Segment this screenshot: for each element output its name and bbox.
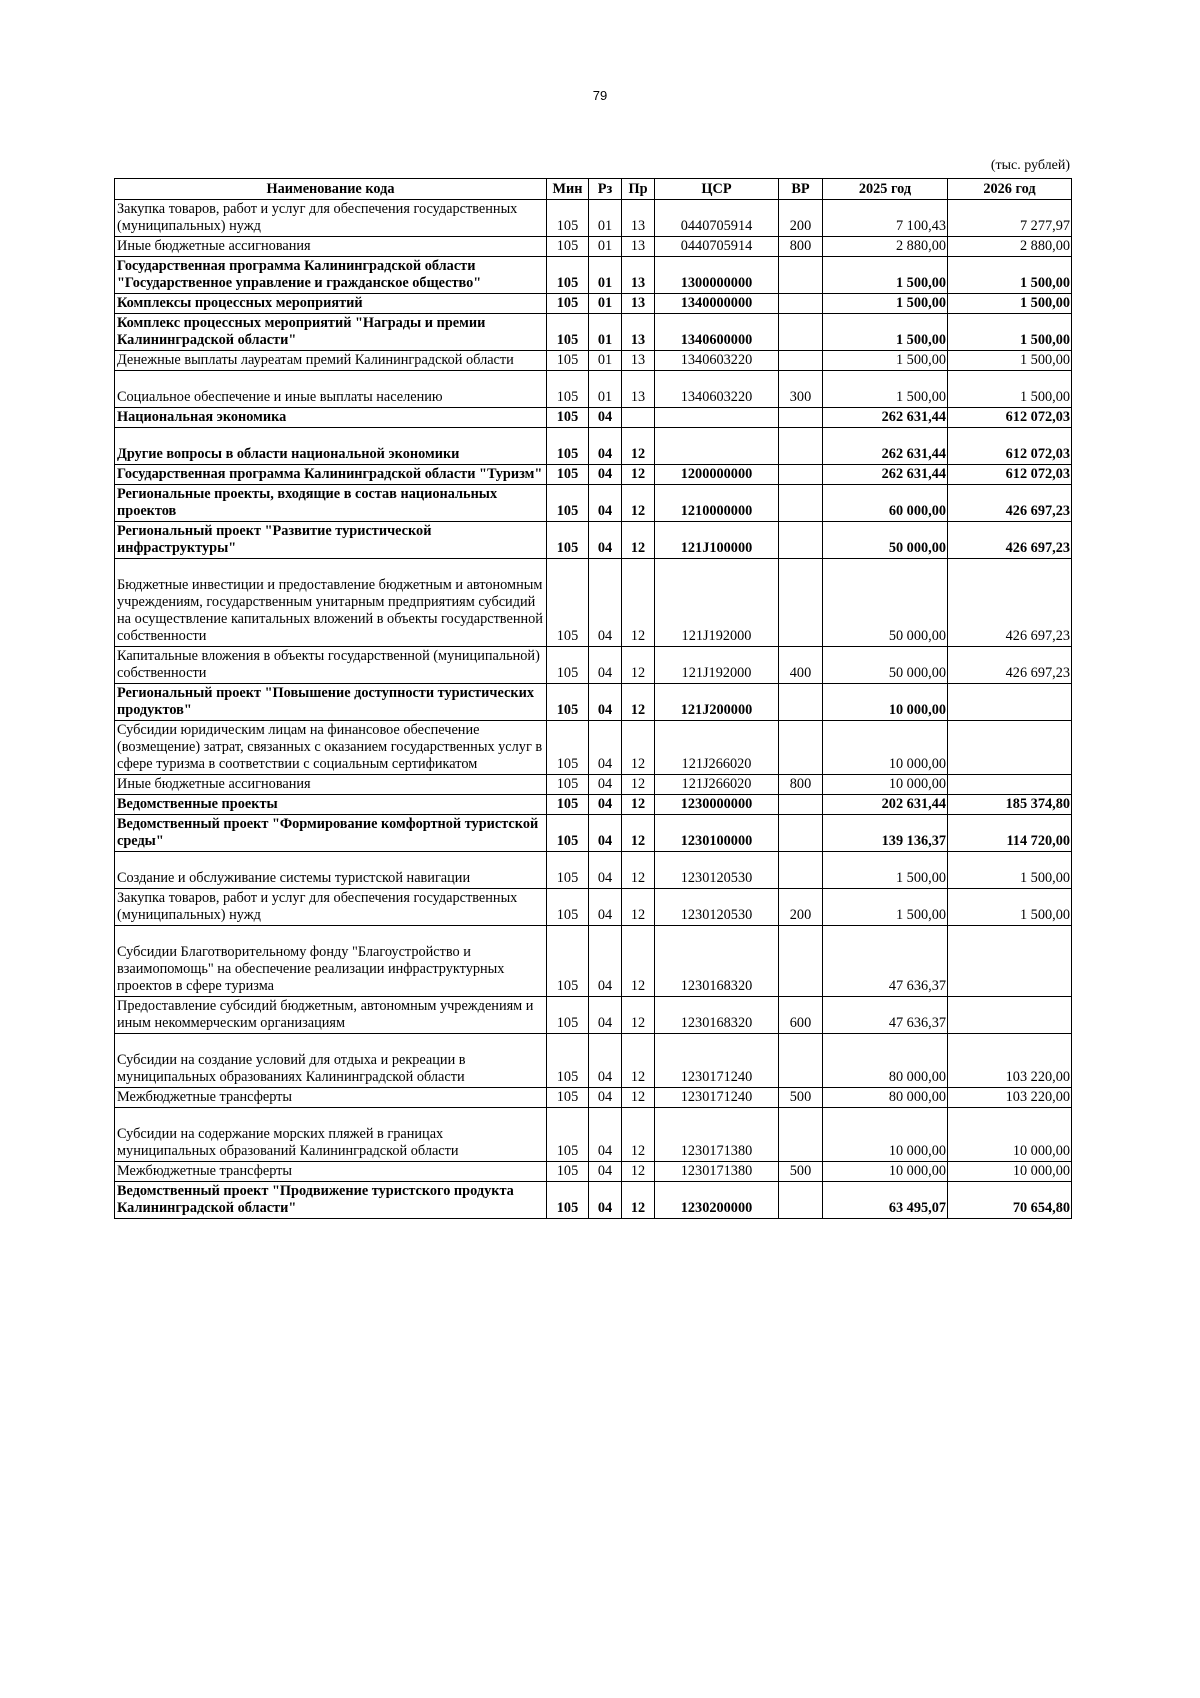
cell-rz: 04 <box>589 1088 622 1108</box>
cell-name: Межбюджетные трансферты <box>115 1088 547 1108</box>
cell-pr: 12 <box>622 1162 655 1182</box>
cell-pr: 12 <box>622 1034 655 1088</box>
cell-2026: 426 697,23 <box>948 647 1072 684</box>
cell-min: 105 <box>547 485 589 522</box>
cell-2026: 103 220,00 <box>948 1088 1072 1108</box>
cell-name: Государственная программа Калининградской области "Туризм" <box>115 465 547 485</box>
units-label: (тыс. рублей) <box>990 158 1070 173</box>
cell-vr: 800 <box>779 775 823 795</box>
cell-csr: 1340000000 <box>655 294 779 314</box>
cell-rz: 01 <box>589 200 622 237</box>
cell-2025: 10 000,00 <box>823 775 948 795</box>
budget-table <box>114 178 1072 1219</box>
cell-rz: 04 <box>589 559 622 647</box>
cell-2025: 47 636,37 <box>823 997 948 1034</box>
cell-min: 105 <box>547 721 589 775</box>
cell-vr <box>779 926 823 997</box>
cell-csr: 1230000000 <box>655 795 779 815</box>
cell-rz: 04 <box>589 721 622 775</box>
cell-2026: 426 697,23 <box>948 559 1072 647</box>
cell-2026: 7 277,97 <box>948 200 1072 237</box>
table-row <box>115 795 1072 815</box>
cell-2025: 10 000,00 <box>823 1162 948 1182</box>
cell-pr: 12 <box>622 559 655 647</box>
cell-name: Предоставление субсидий бюджетным, автономным учреждениям и иным некоммерческим организациям <box>115 997 547 1034</box>
cell-pr: 12 <box>622 815 655 852</box>
cell-rz: 04 <box>589 775 622 795</box>
cell-csr: 1230200000 <box>655 1182 779 1219</box>
table-row <box>115 371 1072 408</box>
cell-2026: 114 720,00 <box>948 815 1072 852</box>
cell-pr: 12 <box>622 775 655 795</box>
cell-pr: 12 <box>622 795 655 815</box>
cell-rz: 01 <box>589 314 622 351</box>
cell-name: Денежные выплаты лауреатам премий Калининградской области <box>115 351 547 371</box>
cell-2025: 50 000,00 <box>823 559 948 647</box>
table-row <box>115 237 1072 257</box>
cell-vr <box>779 684 823 721</box>
cell-vr <box>779 795 823 815</box>
cell-2025: 1 500,00 <box>823 351 948 371</box>
cell-csr: 1340600000 <box>655 314 779 351</box>
cell-rz: 01 <box>589 294 622 314</box>
cell-name: Иные бюджетные ассигнования <box>115 775 547 795</box>
table-row <box>115 408 1072 428</box>
cell-2025: 80 000,00 <box>823 1034 948 1088</box>
cell-name: Ведомственный проект "Продвижение туристского продукта Калининградской области" <box>115 1182 547 1219</box>
table-row <box>115 997 1072 1034</box>
cell-name: Региональные проекты, входящие в состав национальных проектов <box>115 485 547 522</box>
cell-csr: 1230171240 <box>655 1088 779 1108</box>
cell-2026: 1 500,00 <box>948 351 1072 371</box>
cell-2025: 80 000,00 <box>823 1088 948 1108</box>
cell-vr <box>779 721 823 775</box>
cell-pr: 12 <box>622 684 655 721</box>
cell-vr: 600 <box>779 997 823 1034</box>
page-number: 79 <box>592 88 608 103</box>
cell-2025: 1 500,00 <box>823 314 948 351</box>
cell-2026 <box>948 997 1072 1034</box>
cell-vr <box>779 257 823 294</box>
cell-rz: 04 <box>589 997 622 1034</box>
cell-rz: 01 <box>589 257 622 294</box>
cell-vr: 500 <box>779 1162 823 1182</box>
cell-vr <box>779 351 823 371</box>
cell-min: 105 <box>547 1088 589 1108</box>
cell-name: Комплекс процессных мероприятий "Награды и премии Калининградской области" <box>115 314 547 351</box>
cell-2026: 10 000,00 <box>948 1162 1072 1182</box>
cell-name: Региональный проект "Повышение доступности туристических продуктов" <box>115 684 547 721</box>
cell-2025: 50 000,00 <box>823 522 948 559</box>
cell-2026: 103 220,00 <box>948 1034 1072 1088</box>
cell-rz: 04 <box>589 684 622 721</box>
cell-pr: 12 <box>622 647 655 684</box>
cell-2025: 262 631,44 <box>823 408 948 428</box>
cell-2025: 47 636,37 <box>823 926 948 997</box>
cell-csr: 1230168320 <box>655 997 779 1034</box>
table-row <box>115 351 1072 371</box>
cell-2025: 7 100,43 <box>823 200 948 237</box>
table-row <box>115 852 1072 889</box>
cell-2026 <box>948 775 1072 795</box>
cell-2026: 1 500,00 <box>948 889 1072 926</box>
cell-rz: 04 <box>589 889 622 926</box>
cell-vr: 200 <box>779 889 823 926</box>
table-row <box>115 522 1072 559</box>
cell-2026 <box>948 684 1072 721</box>
cell-vr <box>779 815 823 852</box>
cell-vr: 200 <box>779 200 823 237</box>
table-row <box>115 257 1072 294</box>
cell-vr: 500 <box>779 1088 823 1108</box>
cell-2025: 202 631,44 <box>823 795 948 815</box>
header-2026: 2026 год <box>948 179 1072 200</box>
cell-rz: 04 <box>589 408 622 428</box>
cell-2026: 612 072,03 <box>948 465 1072 485</box>
table-row <box>115 1108 1072 1162</box>
cell-2025: 2 880,00 <box>823 237 948 257</box>
cell-min: 105 <box>547 1108 589 1162</box>
cell-csr: 0440705914 <box>655 237 779 257</box>
cell-rz: 04 <box>589 795 622 815</box>
cell-csr <box>655 428 779 465</box>
cell-2025: 262 631,44 <box>823 428 948 465</box>
table-row <box>115 647 1072 684</box>
cell-rz: 04 <box>589 428 622 465</box>
cell-pr: 12 <box>622 485 655 522</box>
cell-name: Ведомственные проекты <box>115 795 547 815</box>
cell-2025: 60 000,00 <box>823 485 948 522</box>
cell-2025: 50 000,00 <box>823 647 948 684</box>
table-row <box>115 684 1072 721</box>
cell-vr <box>779 465 823 485</box>
cell-csr: 121J192000 <box>655 647 779 684</box>
cell-name: Комплексы процессных мероприятий <box>115 294 547 314</box>
cell-2025: 1 500,00 <box>823 852 948 889</box>
cell-pr: 12 <box>622 465 655 485</box>
cell-min: 105 <box>547 237 589 257</box>
cell-2026: 1 500,00 <box>948 294 1072 314</box>
cell-2025: 139 136,37 <box>823 815 948 852</box>
table-body <box>115 200 1072 1219</box>
cell-pr: 12 <box>622 997 655 1034</box>
cell-vr: 400 <box>779 647 823 684</box>
header-2025: 2025 год <box>823 179 948 200</box>
header-min: Мин <box>547 179 589 200</box>
cell-min: 105 <box>547 408 589 428</box>
cell-pr <box>622 408 655 428</box>
cell-2025: 1 500,00 <box>823 889 948 926</box>
cell-name: Субсидии на создание условий для отдыха и рекреации в муниципальных образованиях Калининградской области <box>115 1034 547 1088</box>
cell-vr <box>779 1182 823 1219</box>
cell-vr <box>779 522 823 559</box>
table-row <box>115 889 1072 926</box>
cell-2025: 1 500,00 <box>823 257 948 294</box>
cell-name: Социальное обеспечение и иные выплаты населению <box>115 371 547 408</box>
cell-min: 105 <box>547 1034 589 1088</box>
cell-min: 105 <box>547 1162 589 1182</box>
cell-name: Бюджетные инвестиции и предоставление бюджетным и автономным учреждениям, государственным унитарным предприятиям субсидий на осуществление капитальных вложений в объекты государственной собственности <box>115 559 547 647</box>
cell-min: 105 <box>547 997 589 1034</box>
cell-name: Межбюджетные трансферты <box>115 1162 547 1182</box>
cell-name: Региональный проект "Развитие туристической инфраструктуры" <box>115 522 547 559</box>
cell-pr: 13 <box>622 371 655 408</box>
cell-rz: 04 <box>589 1034 622 1088</box>
cell-2025: 1 500,00 <box>823 294 948 314</box>
cell-vr <box>779 485 823 522</box>
cell-pr: 12 <box>622 852 655 889</box>
cell-rz: 04 <box>589 485 622 522</box>
cell-vr: 800 <box>779 237 823 257</box>
cell-min: 105 <box>547 257 589 294</box>
cell-min: 105 <box>547 465 589 485</box>
table-row <box>115 926 1072 997</box>
cell-2026: 1 500,00 <box>948 314 1072 351</box>
cell-vr: 300 <box>779 371 823 408</box>
cell-csr: 1230120530 <box>655 852 779 889</box>
cell-csr: 1340603220 <box>655 371 779 408</box>
cell-2025: 1 500,00 <box>823 371 948 408</box>
cell-2026: 426 697,23 <box>948 522 1072 559</box>
cell-vr <box>779 314 823 351</box>
cell-name: Закупка товаров, работ и услуг для обеспечения государственных (муниципальных) нужд <box>115 200 547 237</box>
header-vr: ВР <box>779 179 823 200</box>
cell-name: Ведомственный проект "Формирование комфортной туристской среды" <box>115 815 547 852</box>
cell-name: Национальная экономика <box>115 408 547 428</box>
cell-2025: 63 495,07 <box>823 1182 948 1219</box>
table-row <box>115 559 1072 647</box>
table-row <box>115 1162 1072 1182</box>
cell-2026: 1 500,00 <box>948 257 1072 294</box>
cell-2025: 10 000,00 <box>823 1108 948 1162</box>
header-name: Наименование кода <box>115 179 547 200</box>
cell-pr: 13 <box>622 237 655 257</box>
cell-csr: 121J266020 <box>655 775 779 795</box>
cell-rz: 01 <box>589 371 622 408</box>
cell-2026 <box>948 926 1072 997</box>
cell-min: 105 <box>547 795 589 815</box>
cell-2026: 1 500,00 <box>948 371 1072 408</box>
cell-csr: 1300000000 <box>655 257 779 294</box>
cell-csr: 1200000000 <box>655 465 779 485</box>
table-row <box>115 1182 1072 1219</box>
cell-pr: 13 <box>622 257 655 294</box>
cell-min: 105 <box>547 775 589 795</box>
cell-2025: 10 000,00 <box>823 721 948 775</box>
cell-min: 105 <box>547 371 589 408</box>
cell-pr: 13 <box>622 351 655 371</box>
table-row <box>115 428 1072 465</box>
cell-rz: 04 <box>589 1162 622 1182</box>
cell-name: Субсидии юридическим лицам на финансовое обеспечение (возмещение) затрат, связанных с оказанием государственных услуг в сфере туризма в соответствии с социальным сертификатом <box>115 721 547 775</box>
cell-min: 105 <box>547 684 589 721</box>
cell-rz: 01 <box>589 237 622 257</box>
table-row <box>115 465 1072 485</box>
cell-vr <box>779 428 823 465</box>
cell-min: 105 <box>547 559 589 647</box>
header-rz: Рз <box>589 179 622 200</box>
cell-name: Создание и обслуживание системы туристской навигации <box>115 852 547 889</box>
cell-rz: 04 <box>589 1108 622 1162</box>
cell-pr: 12 <box>622 428 655 465</box>
cell-pr: 12 <box>622 926 655 997</box>
cell-csr: 0440705914 <box>655 200 779 237</box>
header-csr: ЦСР <box>655 179 779 200</box>
cell-rz: 04 <box>589 926 622 997</box>
table-row <box>115 314 1072 351</box>
table-row <box>115 485 1072 522</box>
table-row <box>115 721 1072 775</box>
cell-vr <box>779 559 823 647</box>
cell-2026: 1 500,00 <box>948 852 1072 889</box>
cell-vr <box>779 408 823 428</box>
cell-rz: 04 <box>589 1182 622 1219</box>
cell-rz: 04 <box>589 647 622 684</box>
cell-2026: 612 072,03 <box>948 428 1072 465</box>
cell-2025: 262 631,44 <box>823 465 948 485</box>
cell-csr: 1230171380 <box>655 1108 779 1162</box>
table-row <box>115 200 1072 237</box>
cell-min: 105 <box>547 889 589 926</box>
cell-min: 105 <box>547 294 589 314</box>
cell-name: Другие вопросы в области национальной экономики <box>115 428 547 465</box>
cell-min: 105 <box>547 314 589 351</box>
cell-pr: 12 <box>622 522 655 559</box>
cell-min: 105 <box>547 200 589 237</box>
cell-pr: 12 <box>622 1182 655 1219</box>
table-row <box>115 1034 1072 1088</box>
cell-rz: 04 <box>589 465 622 485</box>
cell-csr: 1230100000 <box>655 815 779 852</box>
cell-pr: 12 <box>622 889 655 926</box>
cell-pr: 12 <box>622 1108 655 1162</box>
cell-name: Иные бюджетные ассигнования <box>115 237 547 257</box>
cell-min: 105 <box>547 647 589 684</box>
cell-2026: 70 654,80 <box>948 1182 1072 1219</box>
cell-csr: 1230120530 <box>655 889 779 926</box>
cell-name: Субсидии на содержание морских пляжей в границах муниципальных образований Калининградской области <box>115 1108 547 1162</box>
cell-csr: 121J266020 <box>655 721 779 775</box>
table-row <box>115 294 1072 314</box>
cell-csr <box>655 408 779 428</box>
cell-2026 <box>948 721 1072 775</box>
cell-min: 105 <box>547 852 589 889</box>
cell-2026: 185 374,80 <box>948 795 1072 815</box>
cell-csr: 1230168320 <box>655 926 779 997</box>
cell-name: Субсидии Благотворительному фонду "Благоустройство и взаимопомощь" на обеспечение реализации инфраструктурных проектов в сфере туризма <box>115 926 547 997</box>
cell-min: 105 <box>547 926 589 997</box>
cell-rz: 01 <box>589 351 622 371</box>
cell-pr: 13 <box>622 200 655 237</box>
table-row <box>115 815 1072 852</box>
cell-pr: 12 <box>622 721 655 775</box>
cell-vr <box>779 294 823 314</box>
cell-vr <box>779 1034 823 1088</box>
cell-pr: 13 <box>622 314 655 351</box>
cell-2025: 10 000,00 <box>823 684 948 721</box>
cell-vr <box>779 1108 823 1162</box>
cell-name: Капитальные вложения в объекты государственной (муниципальной) собственности <box>115 647 547 684</box>
table-header-row <box>115 179 1072 200</box>
cell-csr: 121J192000 <box>655 559 779 647</box>
cell-min: 105 <box>547 522 589 559</box>
cell-pr: 13 <box>622 294 655 314</box>
cell-min: 105 <box>547 351 589 371</box>
cell-rz: 04 <box>589 852 622 889</box>
cell-pr: 12 <box>622 1088 655 1108</box>
cell-min: 105 <box>547 428 589 465</box>
cell-name: Закупка товаров, работ и услуг для обеспечения государственных (муниципальных) нужд <box>115 889 547 926</box>
cell-vr <box>779 852 823 889</box>
table-row <box>115 775 1072 795</box>
cell-2026: 10 000,00 <box>948 1108 1072 1162</box>
cell-rz: 04 <box>589 815 622 852</box>
cell-2026: 2 880,00 <box>948 237 1072 257</box>
cell-csr: 121J200000 <box>655 684 779 721</box>
cell-2026: 426 697,23 <box>948 485 1072 522</box>
cell-2026: 612 072,03 <box>948 408 1072 428</box>
cell-csr: 1340603220 <box>655 351 779 371</box>
header-pr: Пр <box>622 179 655 200</box>
cell-min: 105 <box>547 815 589 852</box>
cell-csr: 1210000000 <box>655 485 779 522</box>
cell-min: 105 <box>547 1182 589 1219</box>
cell-name: Государственная программа Калининградской области "Государственное управление и гражданское общество" <box>115 257 547 294</box>
cell-csr: 1230171240 <box>655 1034 779 1088</box>
cell-rz: 04 <box>589 522 622 559</box>
cell-csr: 1230171380 <box>655 1162 779 1182</box>
table-row <box>115 1088 1072 1108</box>
cell-csr: 121J100000 <box>655 522 779 559</box>
